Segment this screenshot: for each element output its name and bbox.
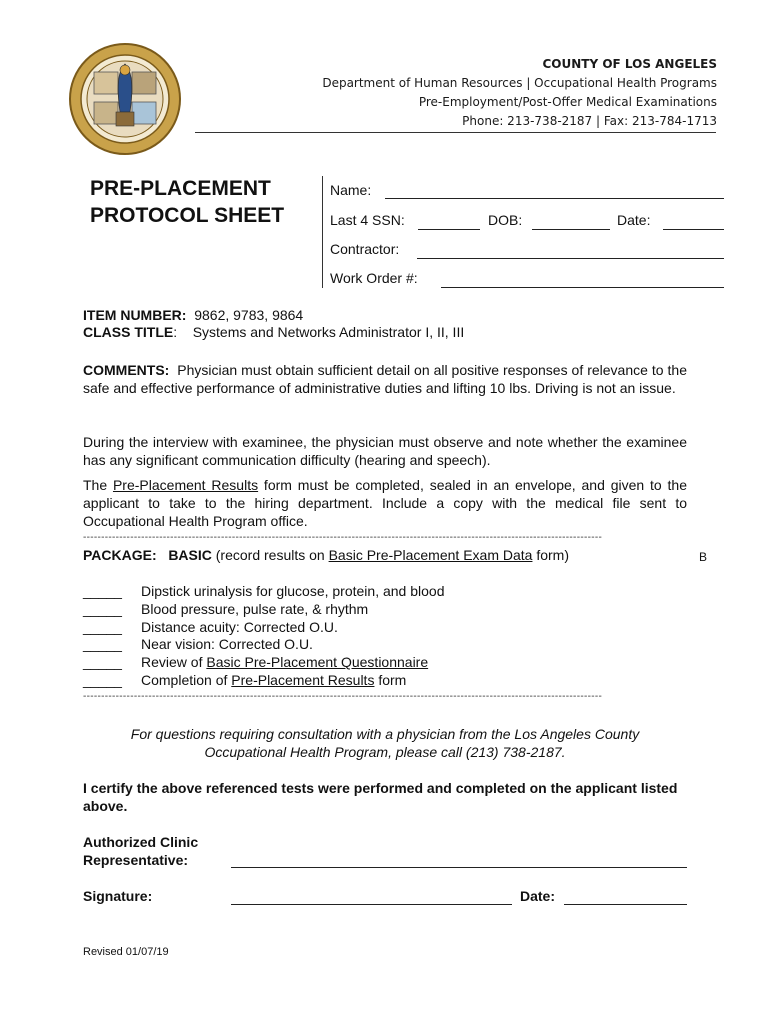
- item-number: [83, 306, 303, 324]
- package-pre: (record results on: [215, 547, 329, 563]
- dob-label: DOB:: [488, 212, 523, 228]
- clinic-rep-label: [83, 833, 198, 869]
- list-item-label: Distance acuity: Corrected O.U.: [141, 618, 338, 635]
- date-field[interactable]: [663, 229, 724, 230]
- letterhead: [322, 55, 717, 131]
- dashed-divider-bottom: -----------------------------------------------------------------------------------------------------------------------------------------------: [83, 692, 603, 702]
- check-blank[interactable]: _____: [83, 618, 122, 635]
- comments-text: Physician must obtain sufficient detail on all positive responses of relevance to the safe and effective performance of administrative duties and lifting 10 lbs. Driving is not an issue.: [83, 362, 687, 396]
- check-blank[interactable]: _____: [83, 600, 122, 617]
- org-name: COUNTY OF LOS ANGELES: [542, 57, 717, 71]
- title-divider: [322, 176, 323, 288]
- check-blank[interactable]: _____: [83, 654, 122, 671]
- class-title-value: Systems and Networks Administrator I, II, III: [192, 324, 465, 340]
- consultation-note: [83, 725, 687, 761]
- contractor-label: Contractor:: [330, 241, 400, 257]
- list-item-label: Dipstick urinalysis for glucose, protein, and blood: [141, 583, 445, 599]
- results-form-link[interactable]: Pre-Placement Results: [112, 477, 259, 493]
- signature-date-field[interactable]: [564, 904, 687, 905]
- dashed-divider-top: -----------------------------------------------------------------------------------------------------------------------------------------------: [83, 533, 603, 543]
- signature-field[interactable]: [231, 904, 512, 905]
- dob-field[interactable]: [532, 229, 610, 230]
- package-label: PACKAGE:: [83, 547, 157, 563]
- interview-paragraph: During the interview with examinee, the physician must observe and note whether the examinee has any significant communication difficulty (hearing and speech).: [83, 434, 687, 468]
- review-pre: Review of: [141, 654, 207, 671]
- department-line: Department of Human Resources | Occupational Health Programs: [322, 76, 717, 90]
- comments-paragraph: [83, 361, 687, 397]
- rep-label-line-1: Authorized Clinic: [83, 834, 199, 850]
- check-blank[interactable]: _____: [83, 636, 122, 653]
- results-post: form must be completed, sealed in an envelope, and given to the applicant to take to the hiring department. Include a copy with the medical file sent to Occupational Health Program office.: [83, 477, 687, 529]
- class-title-label: CLASS TITLE: [83, 324, 174, 340]
- results-paragraph: [83, 476, 687, 530]
- list-item-label: Near vision: Corrected O.U.: [141, 636, 313, 653]
- exam-data-form-link[interactable]: Basic Pre-Placement Exam Data: [328, 547, 533, 563]
- list-item: [83, 654, 445, 672]
- rep-label-line-2: Representative:: [83, 852, 189, 868]
- work-order-label: Work Order #:: [330, 270, 418, 286]
- name-label: Name:: [330, 182, 372, 198]
- results-form-link-2[interactable]: Pre-Placement Results: [231, 671, 375, 688]
- check-blank[interactable]: _____: [83, 583, 122, 599]
- list-item-label: Blood pressure, pulse rate, & rhythm: [141, 600, 369, 617]
- ssn-label: Last 4 SSN:: [330, 212, 405, 228]
- questionnaire-link[interactable]: Basic Pre-Placement Questionnaire: [206, 654, 429, 671]
- contractor-field[interactable]: [417, 258, 724, 259]
- completion-pre: Completion of: [141, 671, 232, 688]
- signature-date-label: Date:: [520, 888, 556, 904]
- work-order-field[interactable]: [441, 287, 724, 288]
- revision-date: Revised 01/07/19: [83, 946, 169, 958]
- list-item: [83, 619, 445, 637]
- title-line-1: PRE-PLACEMENT: [90, 177, 271, 200]
- signature-label: Signature:: [83, 888, 153, 904]
- item-number-label: ITEM NUMBER:: [83, 307, 187, 323]
- package-post: form): [532, 547, 570, 563]
- clinic-rep-field[interactable]: [231, 867, 687, 868]
- exam-checklist: [83, 583, 445, 690]
- list-item: [83, 583, 445, 601]
- county-seal: [68, 42, 182, 156]
- date-label: Date:: [617, 212, 651, 228]
- ssn-field[interactable]: [418, 229, 480, 230]
- package-line: [83, 546, 569, 564]
- program-line: Pre-Employment/Post-Offer Medical Examinations: [418, 95, 717, 109]
- comments-label: COMMENTS: [83, 362, 165, 378]
- consult-line-1: For questions requiring consultation with a physician from the Los Angeles County: [130, 726, 640, 742]
- class-title-colon: :: [173, 324, 178, 340]
- class-title: [83, 323, 464, 341]
- comments-colon: :: [164, 362, 170, 378]
- title-line-2: PROTOCOL SHEET: [90, 204, 285, 227]
- item-number-value: 9862, 9783, 9864: [194, 307, 304, 323]
- package-type: BASIC: [168, 547, 212, 563]
- certification-statement: I certify the above referenced tests were performed and completed on the applicant listed above.: [83, 780, 678, 814]
- results-pre: The: [83, 477, 113, 493]
- check-blank[interactable]: _____: [83, 671, 122, 688]
- package-code: B: [699, 550, 708, 564]
- page-title: [90, 175, 284, 229]
- consult-line-2: Occupational Health Program, please call (213) 738-2187.: [204, 744, 566, 760]
- name-field[interactable]: [385, 198, 724, 199]
- list-item: [83, 672, 445, 690]
- header-rule: [195, 132, 716, 133]
- contact-line: Phone: 213-738-2187 | Fax: 213-784-1713: [462, 114, 717, 128]
- completion-post: form: [374, 671, 407, 688]
- list-item: [83, 601, 445, 619]
- list-item: [83, 636, 445, 654]
